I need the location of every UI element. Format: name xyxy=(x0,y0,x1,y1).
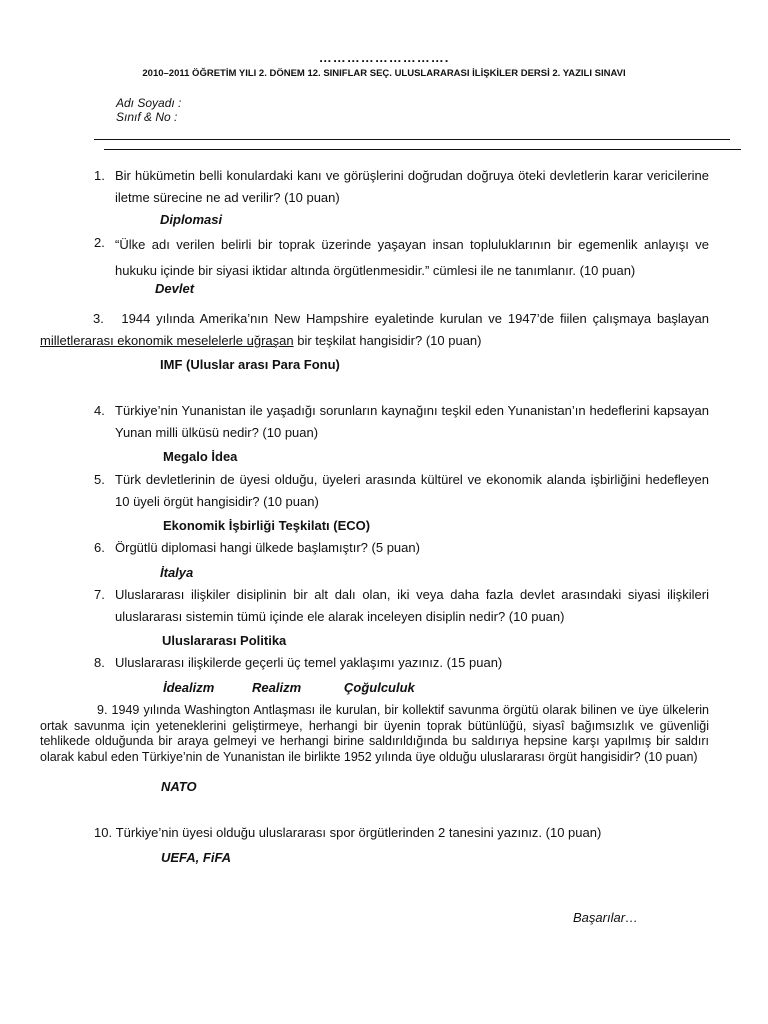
question-9 xyxy=(40,703,709,765)
answer-9: NATO xyxy=(161,779,197,794)
question-number: 7. xyxy=(94,587,105,602)
question-number: 1. xyxy=(94,168,105,183)
question-5 xyxy=(94,469,709,513)
question-10 xyxy=(94,822,709,844)
question-text-part-1: 1944 yılında Amerika’nın New Hampshire eyaletinde kurulan ve 1947’de fiilen çalışmaya başlayan xyxy=(121,311,709,326)
closing-remark: Başarılar… xyxy=(573,910,639,925)
answer-10: UEFA, FiFA xyxy=(161,850,232,865)
question-text: “Ülke adı verilen belirli bir toprak üzerinde yaşayan insan topluluklarının bir egemenlik anlayışı ve hukuku içinde bir siyasi iktidar altında örgütlenmesidir.” cümlesi ile ne tanımlanır. (10 puan) xyxy=(115,237,709,278)
question-number: 8. xyxy=(94,655,105,670)
question-number: 10. xyxy=(94,825,113,840)
question-text: Uluslararası ilişkiler disiplinin bir alt dalı olan, iki veya daha fazla devlet arasındaki siyasi ilişkileri uluslararası sistemin tümü içinde ele alarak inceleyen disiplin nedir? (10 puan) xyxy=(115,587,709,624)
question-text: Uluslararası ilişkilerde geçerli üç temel yaklaşımı yazınız. (15 puan) xyxy=(115,655,503,670)
question-6 xyxy=(94,537,709,559)
question-number: 5. xyxy=(94,472,105,487)
question-text-part-2: bir teşkilat hangisidir? (10 puan) xyxy=(293,333,482,348)
question-number: 9. xyxy=(97,703,108,717)
name-field-label: Adı Soyadı : xyxy=(116,96,182,110)
question-number: 4. xyxy=(94,403,105,418)
question-text-underlined: milletlerarası ekonomik meselelerle uğraşan xyxy=(40,333,294,348)
question-7 xyxy=(94,584,709,628)
answer-3: IMF (Uluslar arası Para Fonu) xyxy=(160,357,340,372)
question-2 xyxy=(94,232,709,284)
question-8 xyxy=(94,652,709,674)
exam-title: 2010–2011 ÖĞRETİM YILI 2. DÖNEM 12. SINIFLAR SEÇ. ULUSLARARASI İLİŞKİLER DERSİ 2. YAZILI SINAVI xyxy=(142,68,626,79)
divider-line-top xyxy=(94,139,730,140)
class-number-field-label: Sınıf & No : xyxy=(116,110,178,124)
question-3 xyxy=(40,308,709,352)
answer-7: Uluslararası Politika xyxy=(162,633,287,648)
divider-line-bottom xyxy=(104,149,741,150)
question-1 xyxy=(94,165,709,209)
header-dots: ………………………. xyxy=(318,50,450,65)
question-number: 2. xyxy=(94,235,105,250)
answer-6: İtalya xyxy=(160,565,194,580)
answer-8-idealism: İdealizm xyxy=(163,680,215,695)
question-text: Türkiye’nin Yunanistan ile yaşadığı sorunların kaynağını teşkil eden Yunanistan’ın hedeflerini kapsayan Yunan milli ülküsü nedir? (10 puan) xyxy=(115,403,709,440)
answer-2: Devlet xyxy=(155,281,195,296)
answer-4: Megalo İdea xyxy=(163,449,238,464)
question-4 xyxy=(94,400,709,444)
answer-8-realism: Realizm xyxy=(252,680,302,695)
answer-1: Diplomasi xyxy=(160,212,223,227)
question-text: Örgütlü diplomasi hangi ülkede başlamıştır? (5 puan) xyxy=(115,540,420,555)
question-number: 6. xyxy=(94,540,105,555)
answer-5: Ekonomik İşbirliği Teşkilatı (ECO) xyxy=(163,518,371,533)
question-text: Bir hükümetin belli konulardaki kanı ve görüşlerini doğrudan doğruya öteki devletlerin karar vericilerine iletme sürecine ne ad verilir? (10 puan) xyxy=(115,168,709,205)
question-text: Türkiye’nin üyesi olduğu uluslararası spor örgütlerinden 2 tanesini yazınız. (10 puan) xyxy=(115,825,602,840)
question-text: 1949 yılında Washington Antlaşması ile kurulan, bir kollektif savunma örgütü olarak bilinen ve üye ülkelerin ortak savunma için yeteneklerini geliştirmeye, herhangi bir üyenin toprak bütünlüğü, siyasî bağımsızlık ve güvenliği tehlikede olduğunda bir araya gelmeyi ve herhangi birine saldırıldığında bu saldırıya hepsine karşı yapılmış bir saldırı olarak kabul eden Türkiye’nin de Yunanistan ile birlikte 1952 yılında üye olduğu uluslararası örgüt hangisidir? (10 puan) xyxy=(40,703,709,764)
answer-8-pluralism: Çoğulculuk xyxy=(344,680,415,695)
question-number: 3. xyxy=(93,311,104,326)
question-text: Türk devletlerinin de üyesi olduğu, üyeleri arasında kültürel ve ekonomik alanda işbirliğini hedefleyen 10 üyeli örgüt hangisidir? (10 puan) xyxy=(115,472,709,509)
